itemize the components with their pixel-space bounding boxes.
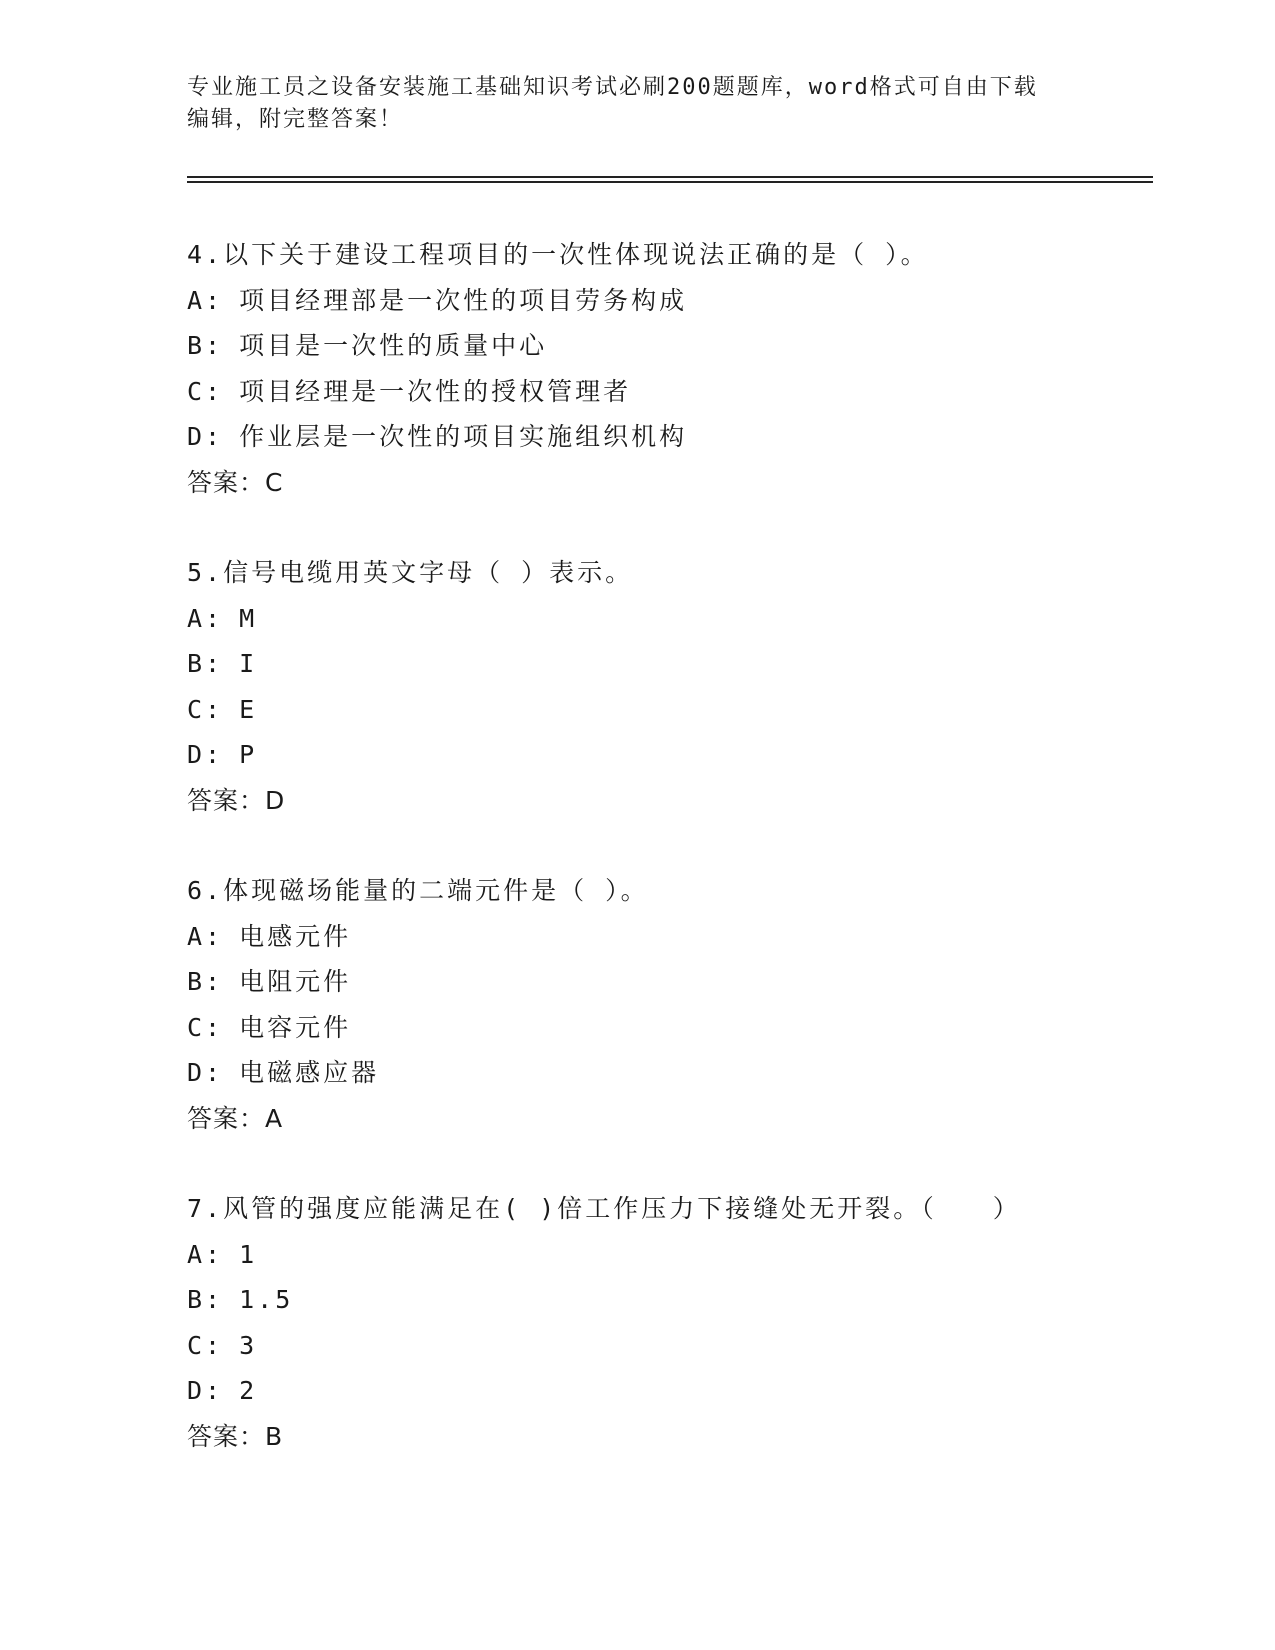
option-label: C: bbox=[187, 1330, 224, 1360]
option-text: 电容元件 bbox=[239, 1012, 352, 1042]
answer-line: 答案：C bbox=[187, 467, 284, 497]
option-c bbox=[187, 369, 1147, 415]
option-text: 项目经理是一次性的授权管理者 bbox=[239, 376, 632, 406]
option-label: D: bbox=[187, 1058, 224, 1087]
header-line-2: 编辑，附完整答案！ bbox=[187, 107, 404, 132]
option-text: 3 bbox=[239, 1330, 258, 1360]
question-5 bbox=[187, 550, 1147, 823]
option-b bbox=[187, 323, 1147, 369]
option-text: E bbox=[239, 694, 258, 724]
option-label: D: bbox=[187, 740, 224, 769]
option-text: I bbox=[239, 649, 258, 678]
option-label: B: bbox=[187, 1285, 224, 1314]
option-label: A: bbox=[187, 1239, 224, 1269]
question-7 bbox=[187, 1186, 1147, 1459]
answer-line: 答案：B bbox=[187, 1421, 284, 1451]
option-d bbox=[187, 1050, 1147, 1096]
answer-line: 答案：D bbox=[187, 785, 286, 815]
question-title: 4.以下关于建设工程项目的一次性体现说法正确的是（ ）。 bbox=[187, 240, 929, 269]
answer-line: 答案：A bbox=[187, 1103, 284, 1133]
question-4 bbox=[187, 232, 1147, 505]
option-label: C: bbox=[187, 376, 224, 406]
option-a bbox=[187, 596, 1147, 642]
question-6 bbox=[187, 868, 1147, 1141]
option-a bbox=[187, 278, 1147, 324]
option-c bbox=[187, 1005, 1147, 1051]
document-header bbox=[187, 72, 1087, 136]
option-label: D: bbox=[187, 1376, 224, 1405]
option-text: 作业层是一次性的项目实施组织机构 bbox=[239, 422, 688, 451]
option-label: B: bbox=[187, 649, 224, 678]
option-text: 1 bbox=[239, 1239, 258, 1269]
question-title: 6.体现磁场能量的二端元件是（ ）。 bbox=[187, 876, 649, 905]
option-text: 项目经理部是一次性的项目劳务构成 bbox=[239, 285, 688, 315]
option-d bbox=[187, 732, 1147, 778]
option-label: A: bbox=[187, 603, 224, 633]
option-label: D: bbox=[187, 422, 224, 451]
option-text: 电感元件 bbox=[239, 921, 352, 951]
option-text: M bbox=[239, 603, 258, 633]
option-text: 电磁感应器 bbox=[239, 1058, 380, 1087]
option-b bbox=[187, 641, 1147, 687]
option-a bbox=[187, 1232, 1147, 1278]
option-b bbox=[187, 1277, 1147, 1323]
option-label: B: bbox=[187, 331, 224, 360]
header-divider-bottom bbox=[187, 181, 1153, 183]
header-line-1: 专业施工员之设备安装施工基础知识考试必刷200题题库，word格式可自由下载 bbox=[187, 75, 1038, 100]
option-text: 2 bbox=[239, 1376, 258, 1405]
header-divider-top bbox=[187, 176, 1153, 178]
option-d bbox=[187, 1368, 1147, 1414]
question-title: 7.风管的强度应能满足在( )倍工作压力下接缝处无开裂。（ ） bbox=[187, 1194, 1021, 1223]
question-title: 5.信号电缆用英文字母（ ）表示。 bbox=[187, 558, 634, 587]
option-c bbox=[187, 1323, 1147, 1369]
option-text: P bbox=[239, 740, 258, 769]
option-text: 电阻元件 bbox=[239, 967, 352, 996]
option-text: 项目是一次性的质量中心 bbox=[239, 331, 548, 360]
option-label: A: bbox=[187, 285, 224, 315]
option-b bbox=[187, 959, 1147, 1005]
option-label: C: bbox=[187, 694, 224, 724]
option-d bbox=[187, 414, 1147, 460]
option-label: A: bbox=[187, 921, 224, 951]
option-a bbox=[187, 914, 1147, 960]
option-text: 1.5 bbox=[239, 1285, 294, 1314]
option-label: B: bbox=[187, 967, 224, 996]
option-c bbox=[187, 687, 1147, 733]
option-label: C: bbox=[187, 1012, 224, 1042]
